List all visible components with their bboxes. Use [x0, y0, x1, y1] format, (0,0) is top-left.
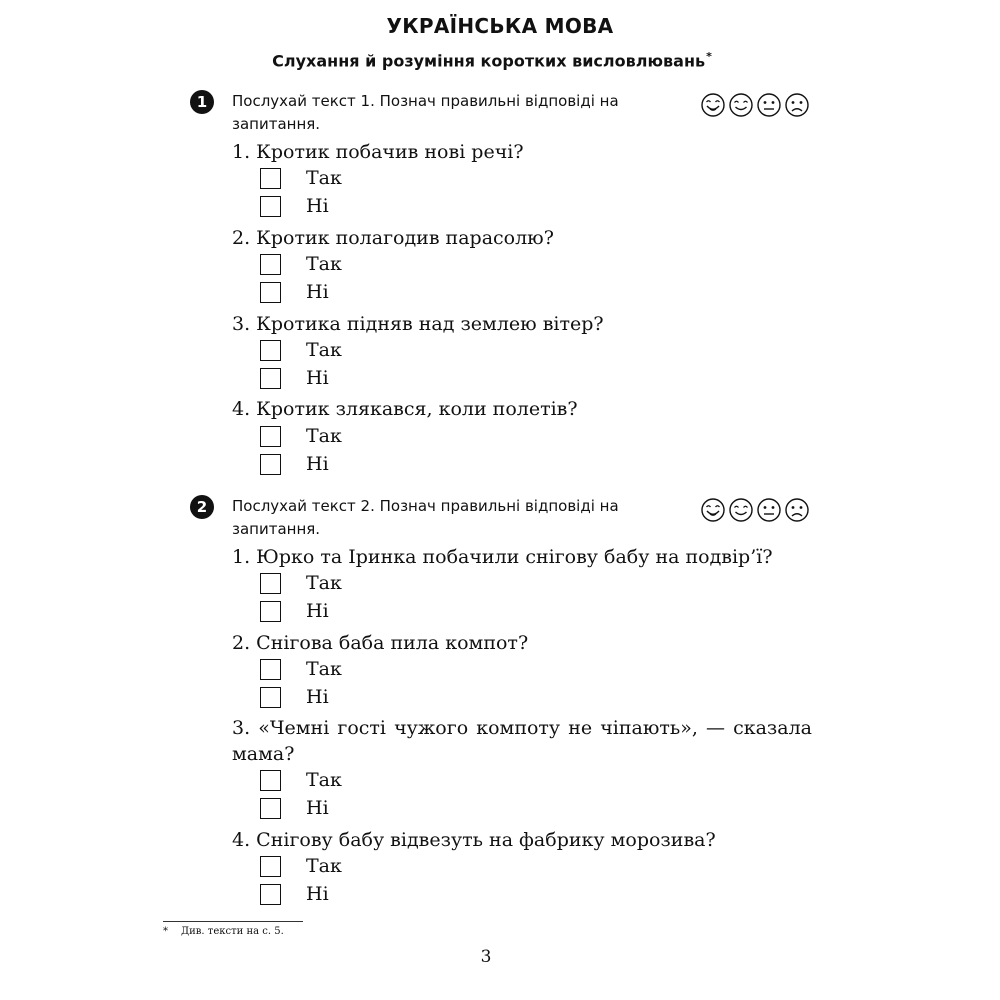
checkbox[interactable] — [260, 798, 281, 819]
checkbox[interactable] — [260, 368, 281, 389]
question-2-1: 1. Юрко та Іринка побачили снігову бабу на подвір’ї? — [232, 546, 773, 568]
checkbox[interactable] — [260, 884, 281, 905]
footnote-marker: * — [706, 50, 712, 63]
sad-face-icon[interactable] — [786, 499, 808, 521]
neutral-face-icon[interactable] — [758, 499, 780, 521]
checkbox[interactable] — [260, 659, 281, 680]
option-label: Ні — [306, 195, 329, 217]
checkbox[interactable] — [260, 770, 281, 791]
checkbox[interactable] — [260, 454, 281, 475]
checkbox[interactable] — [260, 573, 281, 594]
task-number-badge: 1 — [190, 90, 214, 114]
option-label: Ні — [306, 686, 329, 708]
task-2 — [190, 495, 820, 915]
task-1 — [190, 90, 820, 480]
sad-face-icon[interactable] — [786, 94, 808, 116]
option-label: Так — [306, 339, 342, 361]
task-instruction: Послухай текст 1. Познач правильні відповіді на запитання. — [232, 92, 619, 133]
option-label: Так — [306, 572, 342, 594]
option-label: Так — [306, 167, 342, 189]
checkbox[interactable] — [260, 426, 281, 447]
task-number-badge: 2 — [190, 495, 214, 519]
option-label: Ні — [306, 281, 329, 303]
footnote-mark: * — [163, 926, 168, 937]
question-1-4: 4. Кротик злякався, коли полетів? — [232, 398, 578, 420]
checkbox[interactable] — [260, 254, 281, 275]
option-label: Так — [306, 253, 342, 275]
self-assessment-smileys — [700, 497, 812, 523]
option-label: Так — [306, 855, 342, 877]
question-1-3: 3. Кротика підняв над землею вітер? — [232, 313, 604, 335]
checkbox[interactable] — [260, 282, 281, 303]
option-label: Так — [306, 658, 342, 680]
footnote — [163, 926, 284, 937]
question-1-2: 2. Кротик полагодив парасолю? — [232, 227, 554, 249]
happy-face-icon[interactable] — [730, 499, 752, 521]
option-label: Ні — [306, 600, 329, 622]
page-number: 3 — [480, 947, 492, 967]
very-happy-face-icon[interactable] — [702, 499, 724, 521]
checkbox[interactable] — [260, 856, 281, 877]
question-2-4: 4. Снігову бабу відвезуть на фабрику морозива? — [232, 829, 716, 851]
option-label: Так — [306, 769, 342, 791]
self-assessment-smileys — [700, 92, 812, 118]
neutral-face-icon[interactable] — [758, 94, 780, 116]
option-label: Ні — [306, 797, 329, 819]
subtitle-text: Слухання й розуміння коротких висловлювань — [272, 51, 706, 71]
option-label: Ні — [306, 453, 329, 475]
section-subtitle — [0, 50, 984, 70]
checkbox[interactable] — [260, 196, 281, 217]
page-title: УКРАЇНСЬКА МОВА — [386, 14, 614, 38]
option-label: Ні — [306, 367, 329, 389]
checkbox[interactable] — [260, 687, 281, 708]
footnote-text: Див. тексти на с. 5. — [181, 926, 284, 937]
checkbox[interactable] — [260, 168, 281, 189]
question-2-2: 2. Снігова баба пила компот? — [232, 632, 529, 654]
checkbox[interactable] — [260, 340, 281, 361]
task-instruction: Послухай текст 2. Познач правильні відповіді на запитання. — [232, 497, 619, 538]
option-label: Ні — [306, 883, 329, 905]
question-1-1: 1. Кротик побачив нові речі? — [232, 141, 524, 163]
footnote-divider — [163, 921, 303, 922]
checkbox[interactable] — [260, 601, 281, 622]
option-label: Так — [306, 425, 342, 447]
question-2-3: 3. «Чемні гості чужого компоту не чіпають», — сказала мама? — [232, 717, 812, 765]
very-happy-face-icon[interactable] — [702, 94, 724, 116]
happy-face-icon[interactable] — [730, 94, 752, 116]
